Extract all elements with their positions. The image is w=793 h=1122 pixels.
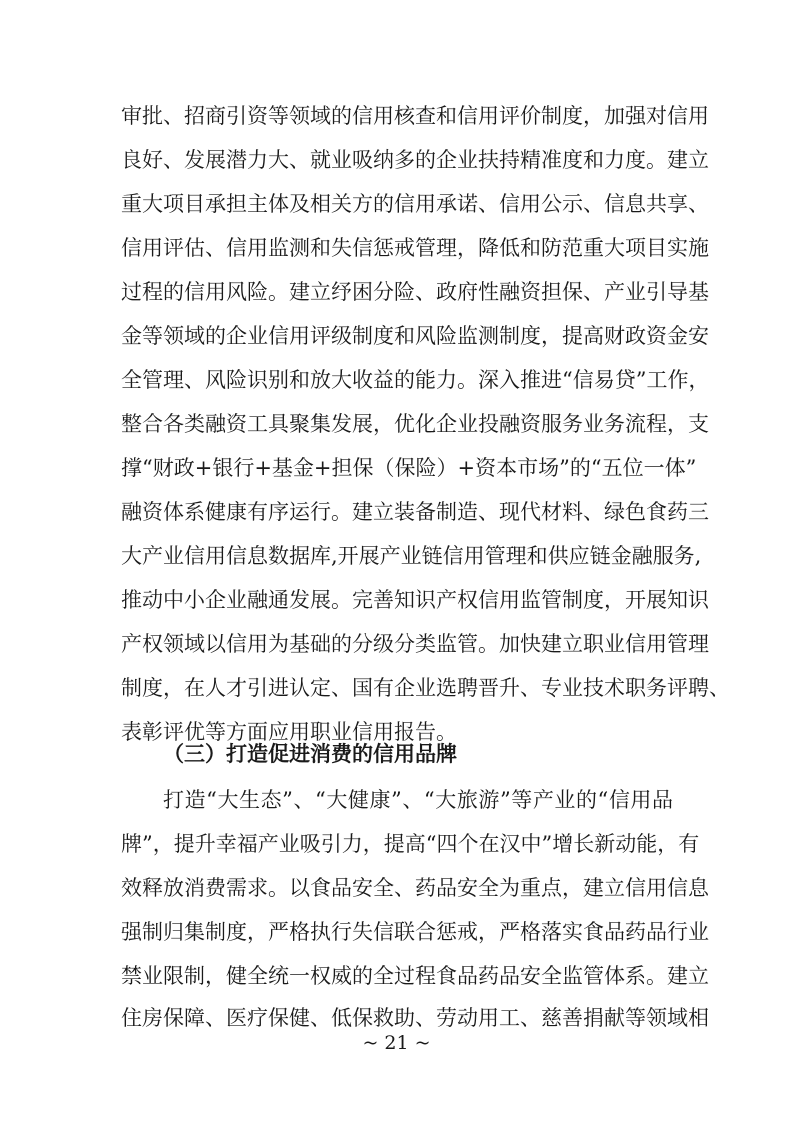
- body-text-line: 表彰评优等方面应用职业信用报告。: [121, 720, 457, 744]
- body-text-line: 整合各类融资工具聚集发展，优化企业投融资服务业务流程，支: [121, 412, 709, 436]
- body-text-line: 金等领域的企业信用评级制度和风险监测制度，提高财政资金安: [121, 324, 709, 348]
- body-text-line: 融资体系健康有序运行。建立装备制造、现代材料、绿色食药三: [121, 500, 709, 524]
- body-text-line: 信用评估、信用监测和失信惩戒管理，降低和防范重大项目实施: [121, 236, 709, 260]
- body-text-line: 良好、发展潜力大、就业吸纳多的企业扶持精准度和力度。建立: [121, 148, 709, 172]
- body-text-line: 推动中小企业融通发展。完善知识产权信用监管制度，开展知识: [121, 588, 709, 612]
- body-text-line: 撑“财政+银行+基金+担保（保险）+资本市场”的“五位一体”: [121, 456, 697, 480]
- body-text-line: 制度，在人才引进认定、国有企业选聘晋升、专业技术职务评聘、: [121, 676, 730, 700]
- body-text-line: 产权领域以信用为基础的分级分类监管。加快建立职业信用管理: [121, 632, 709, 656]
- section-heading: （三）打造促进消费的信用品牌: [163, 742, 457, 766]
- body-text-line: 打造“大生态”、“大健康”、“大旅游”等产业的“信用品: [163, 788, 673, 812]
- body-text-line: 审批、招商引资等领域的信用核查和信用评价制度，加强对信用: [121, 104, 709, 128]
- body-text-line: 效释放消费需求。以食品安全、药品安全为重点，建立信用信息: [121, 876, 709, 900]
- body-text-line: 住房保障、医疗保健、低保救助、劳动用工、慈善捐献等领域相: [121, 1006, 709, 1030]
- body-text-line: 禁业限制，健全统一权威的全过程食品药品安全监管体系。建立: [121, 964, 709, 988]
- body-text-line: 过程的信用风险。建立纾困分险、政府性融资担保、产业引导基: [121, 280, 709, 304]
- body-text-line: 强制归集制度，严格执行失信联合惩戒，严格落实食品药品行业: [121, 920, 709, 944]
- body-text-line: 大产业信用信息数据库,开展产业链信用管理和供应链金融服务,: [121, 544, 702, 568]
- body-text-line: 全管理、风险识别和放大收益的能力。深入推进“信易贷”工作，: [121, 368, 710, 392]
- body-text-line: 牌”，提升幸福产业吸引力，提高“四个在汉中”增长新动能，有: [121, 832, 700, 856]
- page-number: ~ 21 ~: [362, 1032, 431, 1054]
- body-text-line: 重大项目承担主体及相关方的信用承诺、信用公示、信息共享、: [121, 192, 709, 216]
